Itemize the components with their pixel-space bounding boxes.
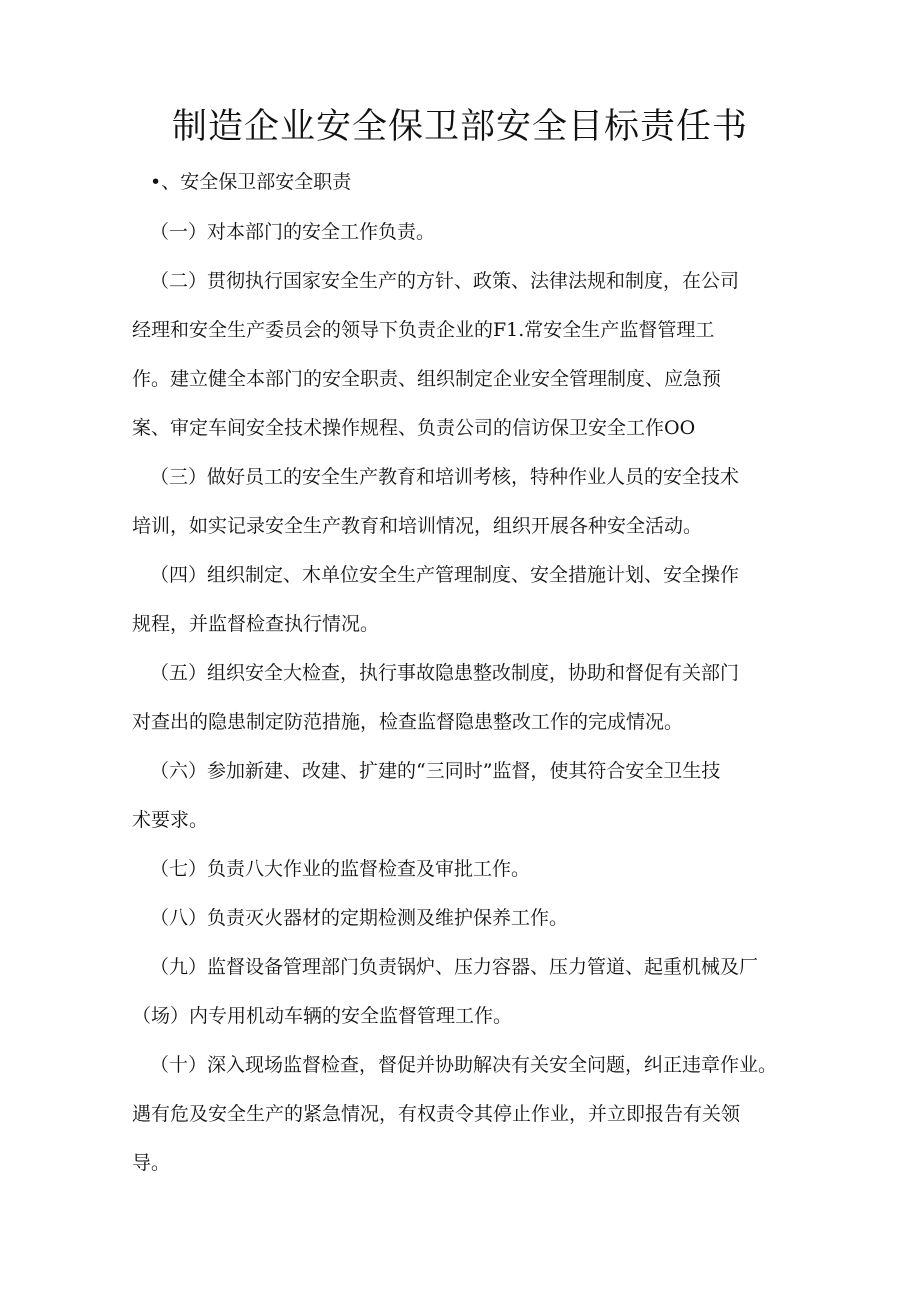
paragraph-line: （一）对本部门的安全工作负责。 <box>150 221 436 243</box>
paragraph-line: 遇有危及安全生产的紧急情况，有权责令其停止作业，并立即报告有关领 <box>132 1103 741 1125</box>
paragraph-7 <box>132 845 782 894</box>
paragraph-line: （九）监督设备管理部门负责锅炉、压力容器、压力管道、起重机械及厂 <box>150 956 759 978</box>
paragraph-6 <box>132 747 782 845</box>
paragraph-8 <box>132 894 782 943</box>
paragraph-line: （三）做好员工的安全生产教育和培训考核，特种作业人员的安全技术 <box>150 466 740 488</box>
paragraph-line: 规程，并监督检查执行情况。 <box>132 613 380 635</box>
paragraph-line: （十）深入现场监督检查，督促并协助解决有关安全问题，纠正违章作业。 <box>150 1054 778 1076</box>
paragraph-line: （场）内专用机动车辆的安全监督管理工作。 <box>132 1005 513 1027</box>
paragraph-5 <box>132 649 782 747</box>
paragraph-line: （四）组织制定、木单位安全生产管理制度、安全措施计划、安全操作 <box>150 564 740 586</box>
paragraph-line: 导。 <box>132 1152 171 1174</box>
paragraph-line: 培训，如实记录安全生产教育和培训情况，组织开展各种安全活动。 <box>132 515 703 537</box>
paragraph-9 <box>132 943 782 1041</box>
paragraph-line: 经理和安全生产委员会的领导下负责企业的F1.常安全生产监督管理工 <box>132 319 715 341</box>
paragraph-line: （七）负责八大作业的监督检查及审批工作。 <box>150 858 531 880</box>
paragraph-3 <box>132 453 782 551</box>
document-title: 制造企业安全保卫部安全目标责任书 <box>171 107 748 147</box>
paragraph-line: 作。建立健全本部门的安全职责、组织制定企业安全管理制度、应急预 <box>132 368 722 390</box>
paragraph-2 <box>132 257 782 453</box>
paragraph-line: 术要求。 <box>132 809 209 831</box>
paragraph-line: （八）负责灭火器材的定期检测及维护保养工作。 <box>150 907 569 929</box>
paragraph-line: 对查出的隐患制定防范措施，检查监督隐患整改工作的完成情况。 <box>132 711 684 733</box>
paragraph-1 <box>132 208 782 257</box>
section-heading: •、安全保卫部安全职责 <box>150 171 352 193</box>
paragraph-line: 案、审定车间安全技术操作规程、负责公司的信访保卫安全工作OO <box>132 417 696 439</box>
paragraph-line: （二）贯彻执行国家安全生产的方针、政策、法律法规和制度，在公司 <box>150 270 740 292</box>
paragraph-10 <box>132 1041 782 1188</box>
paragraph-line: （六）参加新建、改建、扩建的“三同时”监督，使其符合安全卫生技 <box>150 760 721 782</box>
paragraph-line: （五）组织安全大检查，执行事故隐患整改制度，协助和督促有关部门 <box>150 662 740 684</box>
paragraph-4 <box>132 551 782 649</box>
